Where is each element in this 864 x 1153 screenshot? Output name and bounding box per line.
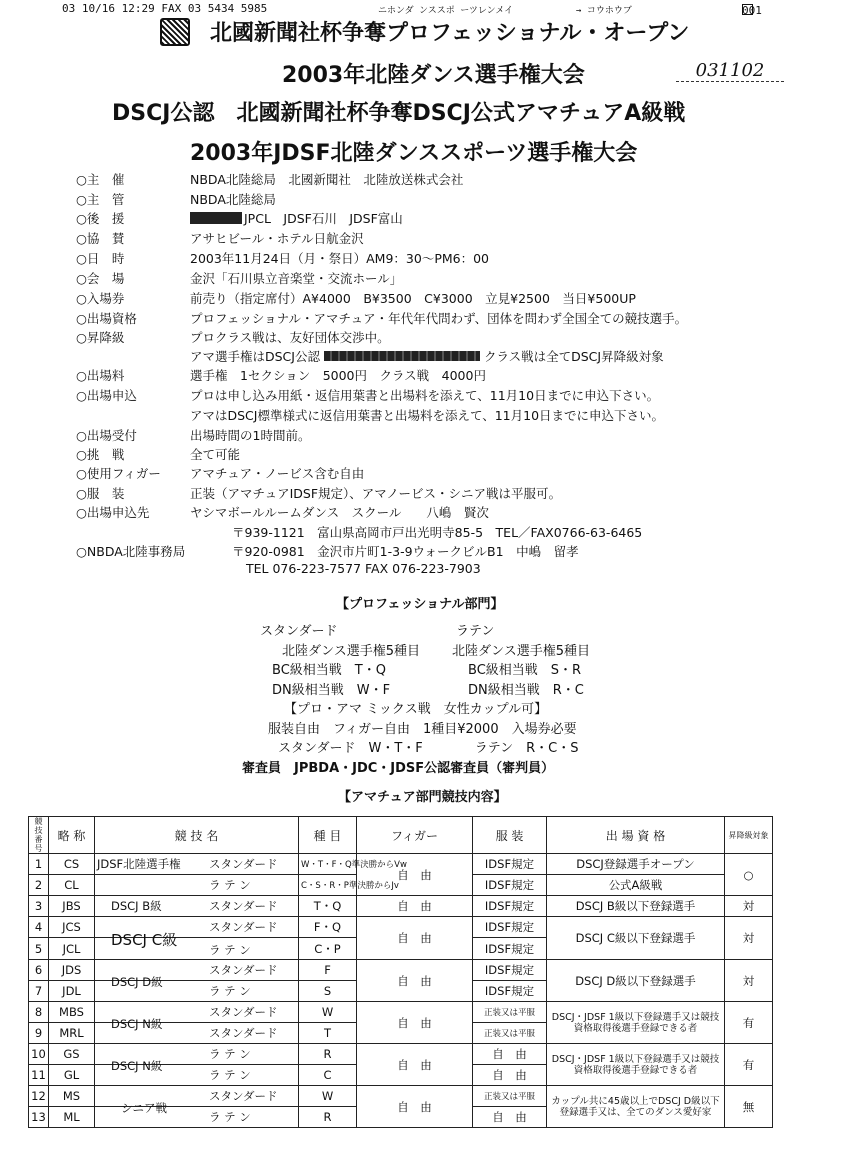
redacted-mark	[190, 212, 242, 224]
pro-am-mix-events: スタンダード W・T・F ラテン R・C・S	[278, 741, 579, 756]
header-event-name: 競 技 名	[95, 817, 299, 854]
amateur-section-heading: 【アマチュア部門競技内容】	[338, 790, 507, 805]
table-row: 4 JCS スタンダード F・Q 自 由 IDSF規定 DSCJ C級以下登録選手 対	[29, 917, 773, 938]
pro-section-heading: 【プロフェッショナル部門】	[336, 597, 504, 612]
nbda-office-address: 〒920-0981 金沢市片町1-3-9ウォークビルB1 中嶋 留孝	[232, 544, 579, 559]
nbda-office-tel: TEL 076-223-7577 FAX 076-223-7903	[246, 561, 481, 576]
pro-standard-dn: DN級相当戦 W・F	[272, 683, 391, 698]
pro-am-mix-heading: 【プロ・アマ ミックス戦 女性カップル可】	[284, 702, 548, 717]
handwritten-doc-number: 031102	[676, 60, 784, 82]
info-promotion-amateur: アマ選手権はDSCJ公認 クラス戦は全てDSCJ昇降級対象	[190, 349, 664, 364]
pro-am-mix-detail: 服装自由 フィガー自由 1種目¥2000 入場券必要	[268, 722, 577, 737]
fax-recipient: → コウホウブ	[576, 6, 632, 16]
pro-latin-dn: DN級相当戦 R・C	[468, 683, 584, 698]
title-line-2: 2003年北陸ダンス選手権大会	[282, 63, 585, 88]
info-application-amateur: アマはDSCJ標準様式に返信用葉書と出場料を添えて、11月10日までに申込下さい。	[190, 408, 665, 423]
table-row: 1 CS JDSF北陸選手権 スタンダード W・T・F・Q準決勝からVw 自 由 IDSF規定 DSCJ登録選手オープン ○	[29, 854, 773, 875]
newspaper-seal-icon	[160, 18, 190, 46]
header-dress: 服 装	[473, 817, 547, 854]
header-figure: フィガー	[357, 817, 473, 854]
pro-latin-bc: BC級相当戦 S・R	[468, 663, 582, 678]
header-promotion-target: 昇降級対象	[725, 817, 773, 854]
table-row: 11 GL DSCJ N級ラ テ ン C 自 由	[29, 1065, 773, 1086]
table-row: 8 MBS スタンダード W 自 由 正装又は平服 DSCJ・JDSF 1級以下登録選手又は競技資格取得後選手登録できる者 有	[29, 1002, 773, 1023]
pro-standard-championship: 北陸ダンス選手権5種目	[282, 644, 421, 659]
table-row: 3 JBS DSCJ B級 スタンダード T・Q 自 由 IDSF規定 DSCJ B級以下登録選手 対	[29, 896, 773, 917]
nbda-office-label: ○NBDA北陸事務局	[76, 544, 186, 559]
fax-header: 03 10/16 12:29 FAX 03 5434 5985 ニホンダ ンススポ ーツレンメイ → コウホウブ 001	[62, 2, 762, 17]
header-qualification: 出 場 資 格	[547, 817, 725, 854]
title-line-1: 北國新聞社杯争奪プロフェッショナル・オープン	[210, 21, 690, 46]
title-line-3: DSCJ公認 北國新聞社杯争奪DSCJ公式アマチュアA級戦	[112, 101, 686, 126]
pro-standard-bc: BC級相当戦 T・Q	[272, 663, 386, 678]
table-row: 12 MS スタンダード W 自 由 正装又は平服 カップル共に45歳以上でDSCJ D級以下登録選手又は、全てのダンス愛好家 無	[29, 1086, 773, 1107]
table-row: 10 GS ラ テ ン R 自 由 自 由 DSCJ・JDSF 1級以下登録選手又は競技資格取得後選手登録できる者 有	[29, 1044, 773, 1065]
pro-latin-championship: 北陸ダンス選手権5種目	[452, 644, 591, 659]
title-line-4: 2003年JDSF北陸ダンススポーツ選手権大会	[190, 141, 638, 166]
header-dances: 種 目	[299, 817, 357, 854]
table-row: 7 JDL DSCJ D級ラ テ ン S IDSF規定	[29, 981, 773, 1002]
header-event-number: 競技番号	[29, 817, 49, 854]
table-header-row	[29, 817, 773, 854]
header-abbreviation: 略 称	[49, 817, 95, 854]
table-row: 6 JDS スタンダード F 自 由 IDSF規定 DSCJ D級以下登録選手 対	[29, 960, 773, 981]
redacted-mark	[324, 351, 480, 361]
table-row: 5 JCL DSCJ C級ラ テ ン C・P IDSF規定	[29, 938, 773, 960]
judges-line: 審査員 JPBDA・JDC・JDSF公認審査員（審判員）	[242, 761, 555, 776]
table-row: 9 MRL DSCJ N級スタンダード T 正装又は平服	[29, 1023, 773, 1044]
table-row: 13 ML シニア戦ラ テ ン R 自 由	[29, 1107, 773, 1128]
pro-latin-label: ラテン	[456, 624, 495, 639]
fax-sender-name: ニホンダ ンススポ ーツレンメイ	[378, 6, 514, 16]
pro-standard-label: スタンダード	[260, 624, 338, 639]
amateur-events-table	[28, 816, 773, 1128]
application-address-line: 〒939-1121 富山県高岡市戸出光明寺85-5 TEL／FAX0766-63-6465	[232, 525, 643, 540]
fax-transmission-info: 03 10/16 12:29 FAX 03 5434 5985	[62, 2, 268, 15]
table-row: 2 CL ラ テ ン C・S・R・P準決勝からJv IDSF規定 公式A級戦	[29, 875, 773, 896]
